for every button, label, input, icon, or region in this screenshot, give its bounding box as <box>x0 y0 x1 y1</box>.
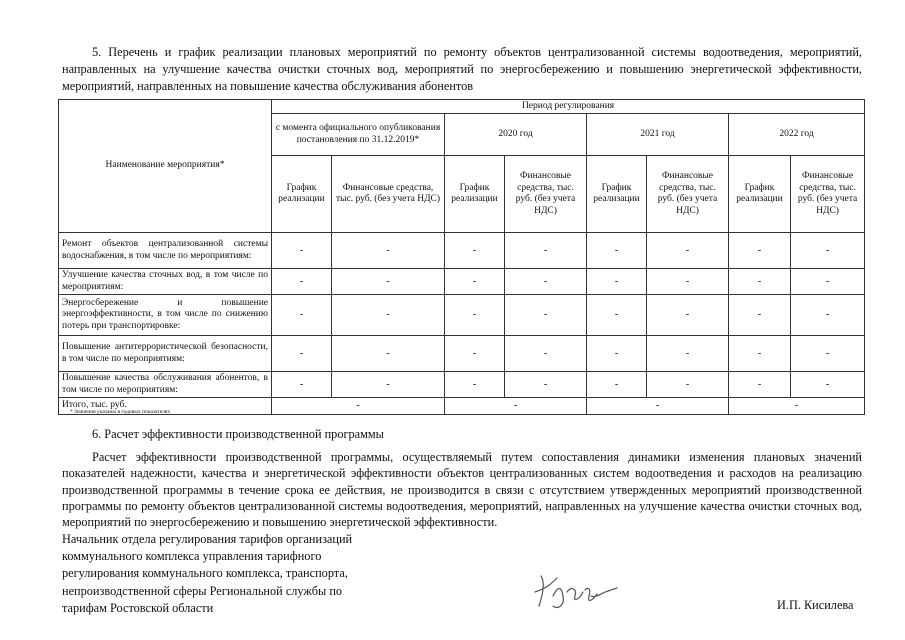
table-cell: - <box>791 295 865 336</box>
table-cell: - <box>332 295 445 336</box>
section-6-heading: 6. Расчет эффективности производственной программы <box>92 427 384 441</box>
table-cell: - <box>647 295 729 336</box>
period-2020: 2020 год <box>445 114 587 156</box>
row-name: Ремонт объектов централизованной системы водоснабжения, в том числе по мероприятиям: <box>59 233 272 269</box>
table-cell: - <box>505 336 587 372</box>
total-cell: - <box>272 398 445 415</box>
table-row <box>59 336 865 372</box>
table-cell: - <box>647 269 729 295</box>
table-cell: - <box>272 372 332 398</box>
total-label: Итого, тыс. руб. <box>59 398 272 415</box>
period-header: Период регулирования <box>272 100 865 114</box>
table-cell: - <box>505 372 587 398</box>
total-cell: - <box>445 398 587 415</box>
table-cell: - <box>272 295 332 336</box>
table-cell: - <box>587 336 647 372</box>
table-cell: - <box>729 372 791 398</box>
total-cell: - <box>587 398 729 415</box>
total-cell: - <box>729 398 865 415</box>
section-5-heading <box>62 44 862 95</box>
table-footnote: * Значения указаны в годовых показателях <box>70 409 171 415</box>
handwritten-signature <box>527 566 622 625</box>
table-cell: - <box>445 233 505 269</box>
table-cell: - <box>791 372 865 398</box>
table-cell: - <box>332 372 445 398</box>
table-cell: - <box>647 372 729 398</box>
row-name: Энергосбережение и повышение энергоэффективности, в том числе по снижению потерь при транспортировке: <box>59 295 272 336</box>
signer-name: И.П. Кисилева <box>777 598 854 612</box>
table-cell: - <box>791 336 865 372</box>
table-cell: - <box>791 269 865 295</box>
table-cell: - <box>587 372 647 398</box>
table-cell: - <box>729 295 791 336</box>
table-cell: - <box>505 295 587 336</box>
table-cell: - <box>729 336 791 372</box>
finance-header: Финансовые средства, тыс. руб. (без учета НДС) <box>791 156 865 233</box>
period-2021: 2021 год <box>587 114 729 156</box>
table-header-row <box>59 100 865 114</box>
table-cell: - <box>729 233 791 269</box>
table-row <box>59 372 865 398</box>
table-cell: - <box>587 269 647 295</box>
table-cell: - <box>729 269 791 295</box>
schedule-header: График реализации <box>272 156 332 233</box>
period-2022: 2022 год <box>729 114 865 156</box>
finance-header: Финансовые средства, тыс. руб. (без учета НДС) <box>332 156 445 233</box>
name-column-header: Наименование мероприятия* <box>59 100 272 233</box>
row-name: Повышение антитеррористической безопасности, в том числе по мероприятиям: <box>59 336 272 372</box>
table-cell: - <box>332 233 445 269</box>
section-5-title: 5. Перечень и график реализации плановых мероприятий по ремонту объектов централизованной системы водоотведения, мероприятий, направленных на улучшение качества очистки сточных вод, мероприятий по энергосбережению и повышению энергетической эффективности, мероприятий, направленных на повышение качества обслуживания абонентов <box>62 45 862 93</box>
signature-icon <box>527 566 622 620</box>
table-cell: - <box>791 233 865 269</box>
table-cell: - <box>587 295 647 336</box>
table-cell: - <box>332 269 445 295</box>
table-cell: - <box>445 295 505 336</box>
section-6-paragraph <box>62 449 862 530</box>
table-cell: - <box>445 372 505 398</box>
row-name: Улучшение качества сточных вод, в том числе по мероприятиям: <box>59 269 272 295</box>
schedule-header: График реализации <box>729 156 791 233</box>
plan-table <box>58 99 865 415</box>
table-cell: - <box>332 336 445 372</box>
section-6-text: Расчет эффективности производственной программы, осуществляемый путем сопоставления динамики изменения плановых значений показателей надежности, качества и энергетической эффективности объектов централизованных систем водоотведения и расходов на реализацию производственной программы в течение срока ее действия, не производится в связи с отсутствием утвержденных мероприятий производственной программы по ремонту объектов централизованной системы водоотведения, мероприятий, направленных на улучшение качества очистки сточных вод, мероприятий по энергосбережению и повышению энергетической эффективности. <box>62 450 862 530</box>
table-cell: - <box>647 336 729 372</box>
table-cell: - <box>272 336 332 372</box>
table-cell: - <box>505 233 587 269</box>
finance-header: Финансовые средства, тыс. руб. (без учета НДС) <box>505 156 587 233</box>
table-cell: - <box>445 269 505 295</box>
table-cell: - <box>587 233 647 269</box>
table-cell: - <box>272 233 332 269</box>
table-cell: - <box>272 269 332 295</box>
table-row <box>59 233 865 269</box>
table-row <box>59 269 865 295</box>
table-cell: - <box>505 269 587 295</box>
schedule-header: График реализации <box>445 156 505 233</box>
total-row <box>59 398 865 415</box>
table-row <box>59 295 865 336</box>
schedule-header: График реализации <box>587 156 647 233</box>
row-name: Повышение качества обслуживания абонентов, в том числе по мероприятиям: <box>59 372 272 398</box>
table-cell: - <box>445 336 505 372</box>
signer-position: Начальник отдела регулирования тарифов организаций коммунального комплекса управления тарифного регулирования коммунального комплекса, транспорта, непроизводственной сферы Региональной службы по тарифам Ростовской области <box>62 532 353 615</box>
finance-header: Финансовые средства, тыс. руб. (без учета НДС) <box>647 156 729 233</box>
period-initial: с момента официального опубликования постановления по 31.12.2019* <box>272 114 445 156</box>
table-cell: - <box>647 233 729 269</box>
